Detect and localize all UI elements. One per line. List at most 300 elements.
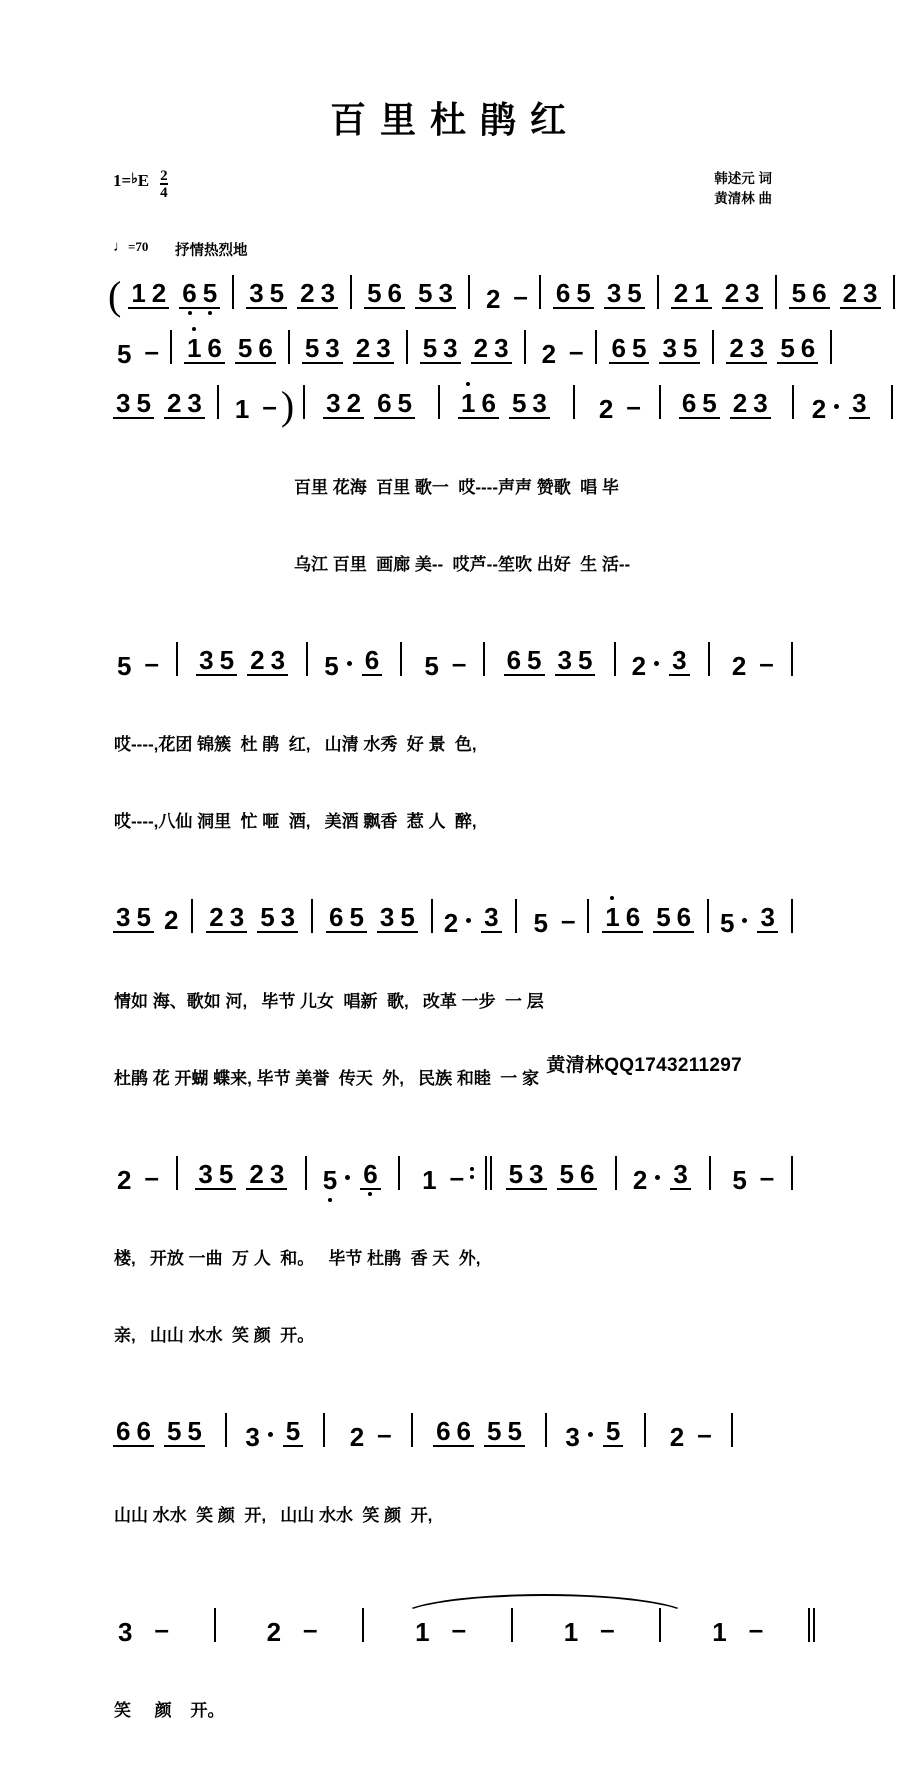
barline xyxy=(515,899,517,933)
note: 3 xyxy=(268,647,288,673)
barline xyxy=(176,1156,178,1190)
note: 5 xyxy=(789,280,809,306)
note: 3 xyxy=(373,335,393,361)
measure xyxy=(809,390,875,422)
note-group xyxy=(726,335,767,364)
sustain-dash: – xyxy=(448,1616,470,1642)
measure xyxy=(630,1161,696,1193)
measure xyxy=(108,650,163,679)
note: 6 xyxy=(553,280,573,306)
note: 2 xyxy=(630,1167,650,1193)
measure xyxy=(784,280,886,312)
lyrics-verse-2: 哎----,八仙 洞里 忙 咂 酒, 美酒 飘香 惹 人 醉, xyxy=(114,809,800,835)
barline xyxy=(411,1413,413,1447)
note: 3 xyxy=(747,335,767,361)
note-group xyxy=(196,647,237,676)
measure xyxy=(123,280,225,312)
lyrics-block-5 xyxy=(108,938,800,1142)
note: 6 xyxy=(798,335,818,361)
note: 2 xyxy=(661,1424,693,1450)
barline xyxy=(708,642,710,676)
note: 5 xyxy=(217,647,237,673)
barline xyxy=(431,899,433,933)
note-group xyxy=(128,280,169,309)
barline xyxy=(731,1413,733,1447)
note: 2 xyxy=(341,1424,373,1450)
note-group xyxy=(415,280,456,309)
sustain-dash: – xyxy=(509,283,531,309)
note: 2 xyxy=(149,280,169,306)
system-1 xyxy=(0,275,910,312)
augmentation-dot xyxy=(834,404,839,409)
note: 2 xyxy=(108,1167,140,1193)
measure xyxy=(428,1418,530,1450)
measure xyxy=(721,335,823,367)
note: 3 xyxy=(742,280,762,306)
note: 5 xyxy=(624,280,644,306)
system-6 xyxy=(0,1156,910,1399)
augmentation-dot xyxy=(654,661,659,666)
augmentation-dot xyxy=(655,1175,660,1180)
barline xyxy=(288,330,290,364)
note: 5 xyxy=(723,1167,755,1193)
note: 2 xyxy=(629,653,649,679)
note-group xyxy=(246,280,287,309)
note: 1 xyxy=(554,1619,596,1645)
note: 5 xyxy=(216,1161,236,1187)
note: 2 xyxy=(726,335,746,361)
measure xyxy=(359,280,461,312)
barline xyxy=(305,1156,307,1190)
note: 1 xyxy=(458,390,478,416)
octave-up-dot xyxy=(192,327,196,331)
tie-arc xyxy=(398,1594,692,1618)
note-group xyxy=(609,335,650,364)
note: 5 xyxy=(346,904,366,930)
note: 5 xyxy=(133,904,153,930)
note-group xyxy=(557,1161,598,1190)
measure xyxy=(441,904,507,936)
augmentation-dot xyxy=(268,1432,273,1437)
expression-marking: 抒情热烈地 xyxy=(175,239,248,260)
note: 2 xyxy=(297,280,317,306)
measure xyxy=(717,904,783,936)
octave-up-dot xyxy=(466,382,470,386)
measure xyxy=(501,1161,603,1193)
barline xyxy=(830,330,832,364)
measure xyxy=(453,390,555,422)
note: 6 xyxy=(674,904,694,930)
measure xyxy=(413,1158,475,1193)
note: 6 xyxy=(679,390,699,416)
measure xyxy=(702,1616,767,1645)
quarter-note-icon: ♩ xyxy=(113,239,128,255)
note-group xyxy=(247,647,288,676)
measure xyxy=(499,647,601,679)
note: 2 xyxy=(723,653,755,679)
measure xyxy=(554,1616,619,1645)
note: 3 xyxy=(278,904,298,930)
staff-line-6 xyxy=(108,1156,800,1193)
note-group xyxy=(458,390,499,419)
staff-line-2 xyxy=(108,330,800,367)
note: 3 xyxy=(849,390,869,416)
note-group xyxy=(553,280,594,309)
barline xyxy=(659,385,661,419)
staff-line-5 xyxy=(108,899,800,936)
note: 5 xyxy=(524,647,544,673)
final-barline xyxy=(808,1608,810,1642)
note-group xyxy=(669,647,689,676)
lyrics-verse-1: 百里 花海 百里 歌一 哎----声声 赞歌 唱 毕 xyxy=(294,475,800,501)
sustain-dash: – xyxy=(755,650,777,676)
measure xyxy=(666,280,768,312)
footer-credit: 黄清林QQ1743211297 xyxy=(546,1050,742,1077)
measure xyxy=(108,338,163,367)
note: 3 xyxy=(555,647,575,673)
measure xyxy=(405,1616,470,1645)
barline xyxy=(545,1413,547,1447)
note-group xyxy=(353,335,394,364)
note: 2 xyxy=(353,335,373,361)
measure xyxy=(321,904,423,936)
note: 5 xyxy=(415,280,435,306)
note: 5 xyxy=(164,1418,184,1444)
note: 3 xyxy=(750,390,770,416)
sustain-dash: – xyxy=(448,650,470,676)
note: 2 xyxy=(809,396,829,422)
note: 5 xyxy=(629,335,649,361)
barline xyxy=(573,385,575,419)
barline xyxy=(362,1608,364,1642)
note: 5 xyxy=(133,390,153,416)
lyricist-credit xyxy=(714,169,772,189)
note: 3 xyxy=(526,1161,546,1187)
note-group xyxy=(362,647,382,676)
measure xyxy=(590,393,645,422)
note-group xyxy=(555,647,596,676)
measure xyxy=(723,650,778,679)
barline xyxy=(587,899,589,933)
note-group xyxy=(283,1418,303,1447)
system-5 xyxy=(0,899,910,1142)
lyricist-text: 韩述元 词 xyxy=(714,171,772,186)
barline xyxy=(311,899,313,933)
lyrics-verse-1: 哎----,花团 锦簇 杜 鹃 红, 山清 水秀 好 景 色, xyxy=(114,732,800,758)
measure xyxy=(415,650,470,679)
composer-text: 黄清林 曲 xyxy=(714,191,772,206)
note-group xyxy=(360,1161,380,1190)
barline xyxy=(350,275,352,309)
note-group xyxy=(235,335,276,364)
note: 1 xyxy=(226,396,258,422)
credits xyxy=(714,169,772,208)
augmentation-dot xyxy=(466,918,471,923)
barline xyxy=(707,899,709,933)
composer-credit xyxy=(714,189,772,209)
staff-line-1 xyxy=(108,275,800,312)
note: 3 xyxy=(435,280,455,306)
note: 3 xyxy=(267,1161,287,1187)
note: 6 xyxy=(360,1161,380,1187)
note: 2 xyxy=(471,335,491,361)
barline xyxy=(214,1608,216,1642)
staff-line-4 xyxy=(108,642,800,679)
note-group xyxy=(504,647,545,676)
augmentation-dot xyxy=(742,918,747,923)
measure xyxy=(415,335,517,367)
note: 6 xyxy=(179,280,199,306)
lyrics-block-7 xyxy=(108,1452,740,1580)
note: 6 xyxy=(113,1418,133,1444)
measure xyxy=(226,392,296,422)
sustain-dash: – xyxy=(565,338,587,364)
sustain-dash: – xyxy=(745,1616,767,1642)
note: 5 xyxy=(699,390,719,416)
note: 6 xyxy=(609,335,629,361)
barline xyxy=(893,275,895,309)
note-group xyxy=(481,904,501,933)
tempo-value: =70 xyxy=(128,239,148,254)
system-4 xyxy=(0,642,910,885)
barline xyxy=(303,385,305,419)
lyrics-verse-1: 山山 水水 笑 颜 开, 山山 水水 笑 颜 开, xyxy=(114,1503,740,1529)
sustain-dash: – xyxy=(693,1421,715,1447)
sustain-dash: – xyxy=(140,1164,162,1190)
note: 2 xyxy=(840,280,860,306)
note-group xyxy=(113,1418,154,1447)
note: 3 xyxy=(318,280,338,306)
note-group xyxy=(113,904,154,933)
note: 5 xyxy=(524,910,556,936)
barline xyxy=(232,275,234,309)
note: 3 xyxy=(113,904,133,930)
lyrics-block-3 xyxy=(108,424,800,628)
note: 6 xyxy=(433,1418,453,1444)
note: 5 xyxy=(680,335,700,361)
note-group xyxy=(206,904,247,933)
note: 3 xyxy=(377,904,397,930)
measure xyxy=(661,1421,716,1450)
note-group xyxy=(484,1418,525,1447)
note-group xyxy=(789,280,830,309)
note: 5 xyxy=(267,280,287,306)
sustain-dash: – xyxy=(140,338,162,364)
note: 6 xyxy=(478,390,498,416)
note: 5 xyxy=(415,653,447,679)
measure xyxy=(548,280,650,312)
note-group xyxy=(323,390,364,419)
augmentation-dot xyxy=(345,1175,350,1180)
measure xyxy=(297,335,399,367)
note: 3 xyxy=(659,335,679,361)
sustain-dash: – xyxy=(557,907,579,933)
repeat-end-barline xyxy=(485,1156,487,1190)
note: 2 xyxy=(722,280,742,306)
note: 1 xyxy=(602,904,622,930)
note-group xyxy=(179,280,220,309)
note: 3 xyxy=(562,1424,582,1450)
note: 5 xyxy=(717,910,737,936)
barline xyxy=(644,1413,646,1447)
note-group xyxy=(777,335,818,364)
note: 5 xyxy=(321,653,341,679)
octave-up-dot xyxy=(610,896,614,900)
measure xyxy=(597,904,699,936)
note-group xyxy=(730,390,771,419)
note-group xyxy=(113,390,154,419)
key-letter: E xyxy=(138,171,149,191)
note-group xyxy=(722,280,763,309)
barline xyxy=(792,385,794,419)
measure xyxy=(533,338,588,367)
note-group xyxy=(377,904,418,933)
key-signature xyxy=(113,171,168,203)
note: 2 xyxy=(164,390,184,416)
note: 5 xyxy=(257,904,277,930)
note: 5 xyxy=(420,335,440,361)
barline xyxy=(791,642,793,676)
note-group xyxy=(195,1161,236,1190)
measure xyxy=(190,1161,292,1193)
barline xyxy=(217,385,219,419)
augmentation-dot xyxy=(347,661,352,666)
lyrics-verse-2: 乌江 百里 画廊 美-- 哎芦--笙吹 出好 生 活-- xyxy=(294,552,800,578)
measure xyxy=(241,280,343,312)
note: 6 xyxy=(577,1161,597,1187)
measure xyxy=(257,1616,322,1645)
barline xyxy=(191,899,193,933)
note: 5 xyxy=(603,1418,623,1444)
note: 5 xyxy=(108,653,140,679)
note: 3 xyxy=(757,904,777,930)
note: 1 xyxy=(184,335,204,361)
sustain-dash: – xyxy=(756,1164,778,1190)
barline xyxy=(539,275,541,309)
note: 2 xyxy=(344,390,364,416)
note: 3 xyxy=(669,647,689,673)
note: 6 xyxy=(385,280,405,306)
sustain-dash: – xyxy=(373,1421,395,1447)
note: 3 xyxy=(670,1161,690,1187)
sustain-dash: – xyxy=(596,1616,618,1642)
note-group xyxy=(603,1418,623,1447)
note: 3 xyxy=(113,390,133,416)
note-group xyxy=(246,1161,287,1190)
note-group xyxy=(653,904,694,933)
augmentation-dot xyxy=(588,1432,593,1437)
barline xyxy=(306,642,308,676)
barline xyxy=(225,1413,227,1447)
note: 2 xyxy=(159,907,183,933)
barline xyxy=(400,642,402,676)
note: 5 xyxy=(395,390,415,416)
note: 2 xyxy=(247,647,267,673)
barline xyxy=(483,642,485,676)
barline xyxy=(406,330,408,364)
note-group xyxy=(659,335,700,364)
note-group xyxy=(257,904,298,933)
note: 3 xyxy=(242,1424,262,1450)
octave-down-dot xyxy=(208,311,212,315)
note-group xyxy=(364,280,405,309)
barline xyxy=(791,899,793,933)
measure xyxy=(604,335,706,367)
measure xyxy=(629,647,695,679)
lyrics-block-6 xyxy=(108,1195,800,1399)
barline xyxy=(398,1156,400,1190)
note: 6 xyxy=(362,647,382,673)
note: 6 xyxy=(133,1418,153,1444)
note: 5 xyxy=(235,335,255,361)
lyrics-verse-1: 楼, 开放 一曲 万 人 和。 毕节 杜鹃 香 天 外, xyxy=(114,1246,800,1272)
note: 5 xyxy=(320,1167,340,1193)
sustain-dash: – xyxy=(622,393,644,419)
sustain-dash: – xyxy=(258,393,280,419)
sustain-dash: – xyxy=(446,1164,468,1190)
note-group xyxy=(506,1161,547,1190)
note: 6 xyxy=(809,280,829,306)
measure xyxy=(477,283,532,312)
measure xyxy=(242,1418,308,1450)
barline xyxy=(891,385,893,419)
note: 3 xyxy=(491,335,511,361)
note-group xyxy=(374,390,415,419)
barline xyxy=(657,275,659,309)
note-group xyxy=(164,390,205,419)
note: 5 xyxy=(573,280,593,306)
barline xyxy=(791,1156,793,1190)
note: 3 xyxy=(481,904,501,930)
note: 5 xyxy=(184,1418,204,1444)
barline xyxy=(614,642,616,676)
note-group xyxy=(679,390,720,419)
note-group xyxy=(302,335,343,364)
system-2 xyxy=(0,330,910,367)
note: 5 xyxy=(302,335,322,361)
note: 2 xyxy=(533,341,565,367)
lyrics-block-8 xyxy=(108,1647,810,1774)
note: 2 xyxy=(246,1161,266,1187)
staff-line-3 xyxy=(108,385,800,422)
measure xyxy=(321,647,387,679)
note: 2 xyxy=(477,286,509,312)
lyrics-verse-2: 亲, 山山 水水 笑 颜 开。 xyxy=(114,1323,800,1349)
note: 5 xyxy=(484,1418,504,1444)
note: 3 xyxy=(322,335,342,361)
staff-line-7 xyxy=(108,1413,740,1450)
note-group xyxy=(184,335,225,364)
note: 6 xyxy=(326,904,346,930)
repeat-dots-icon xyxy=(470,1158,474,1188)
header-row xyxy=(0,169,910,233)
note: 6 xyxy=(623,904,643,930)
note-group xyxy=(757,904,777,933)
note: 3 xyxy=(529,390,549,416)
barline xyxy=(712,330,714,364)
time-signature-numerator: 2 xyxy=(160,169,168,183)
lyrics-block-4 xyxy=(108,681,800,885)
note: 6 xyxy=(374,390,394,416)
note: 2 xyxy=(441,910,461,936)
note: 5 xyxy=(653,904,673,930)
note: 1 xyxy=(702,1619,744,1645)
note-group xyxy=(840,280,881,309)
system-8 xyxy=(0,1608,910,1774)
barline xyxy=(438,385,440,419)
key-equals-label: 1= xyxy=(113,171,131,191)
note: 3 xyxy=(246,280,266,306)
